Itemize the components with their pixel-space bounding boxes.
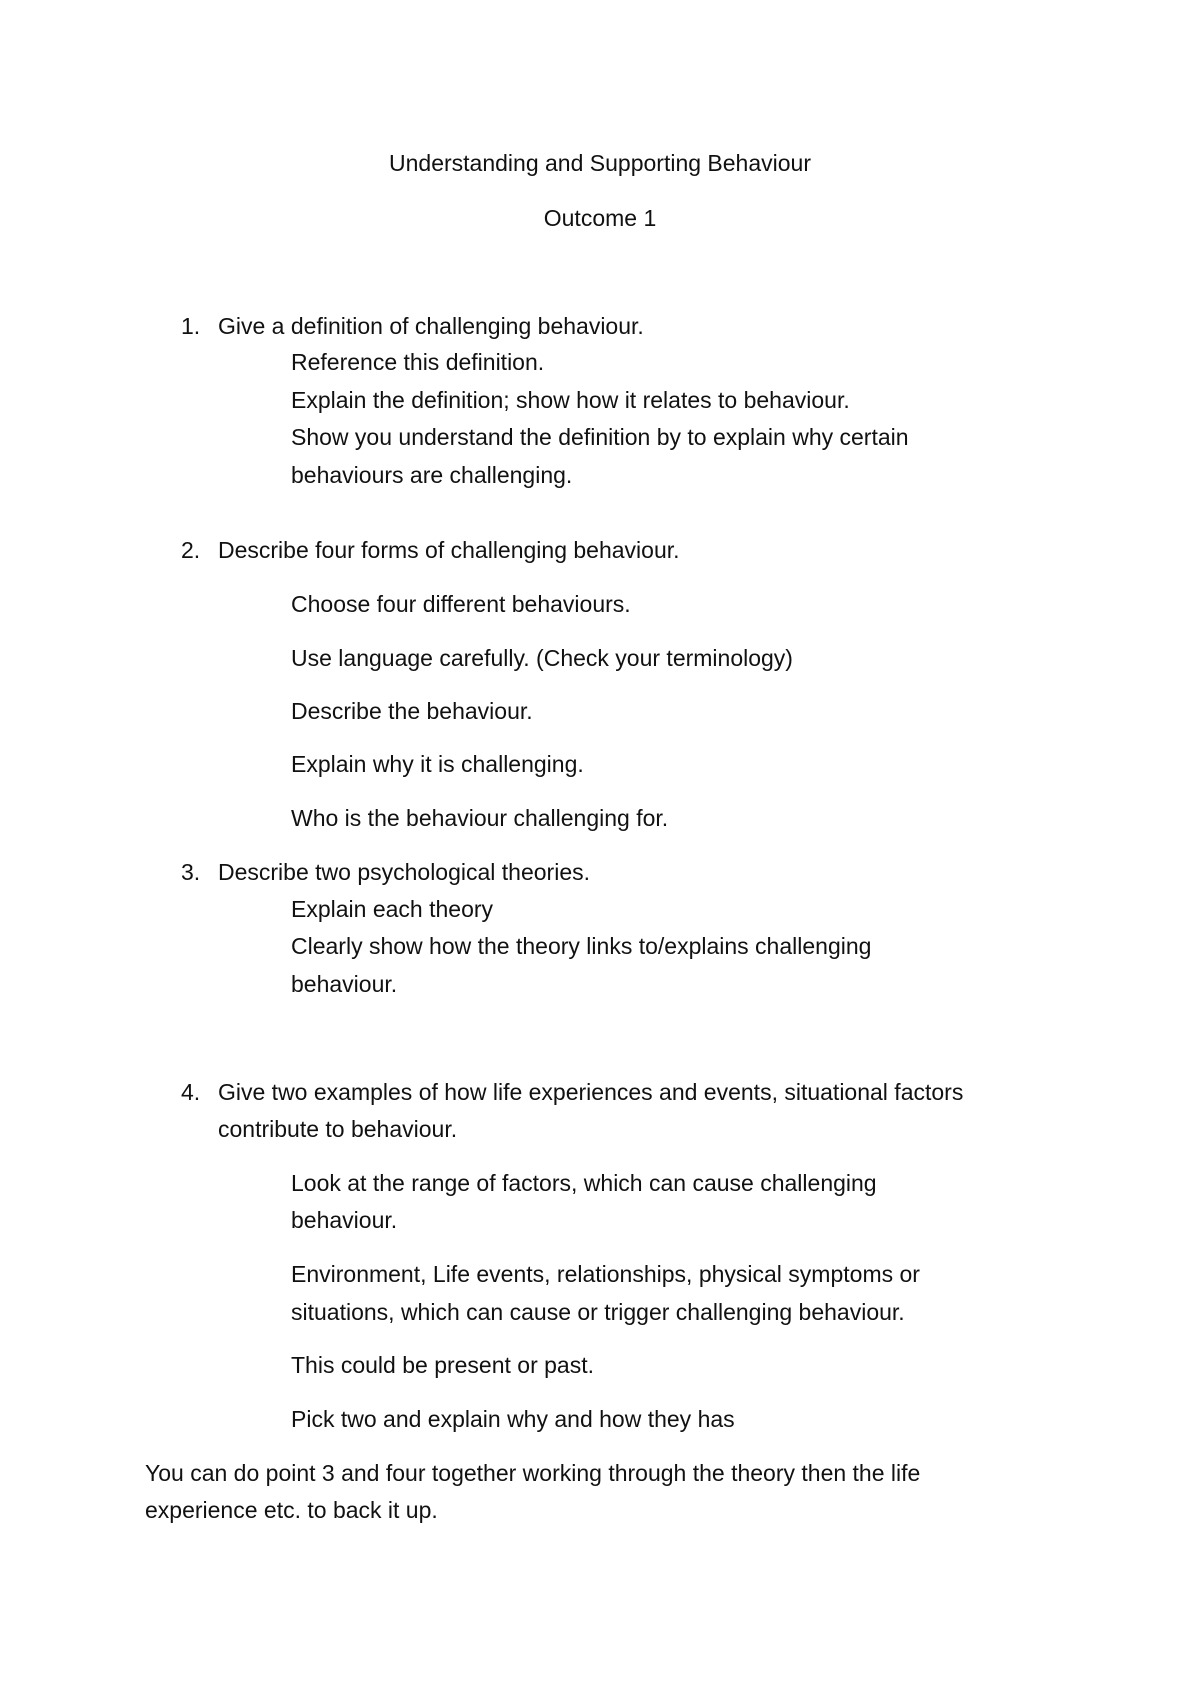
document-title: Understanding and Supporting Behaviour <box>389 150 811 176</box>
item-number: 4. <box>181 1079 201 1105</box>
item-point: Explain why it is challenging. <box>291 751 584 777</box>
item-point: Look at the range of factors, which can cause challenging <box>291 1170 877 1196</box>
item-point: Describe the behaviour. <box>291 698 533 724</box>
item-point: Choose four different behaviours. <box>291 591 631 617</box>
document-subtitle: Outcome 1 <box>543 205 657 231</box>
item-number: 1. <box>181 313 201 339</box>
item-question: Describe two psychological theories. <box>218 859 591 885</box>
item-point: behaviour. <box>291 1207 398 1233</box>
item-point: Show you understand the definition by to explain why certain <box>291 424 909 450</box>
item-point: behaviours are challenging. <box>291 462 573 488</box>
item-point: Environment, Life events, relationships, physical symptoms or <box>291 1261 920 1287</box>
item-point: behaviour. <box>291 971 398 997</box>
item-point: Explain the definition; show how it relates to behaviour. <box>291 387 850 413</box>
item-question: Describe four forms of challenging behaviour. <box>218 537 680 563</box>
item-number: 2. <box>181 537 201 563</box>
item-question-continued: contribute to behaviour. <box>218 1116 458 1142</box>
item-point: situations, which can cause or trigger challenging behaviour. <box>291 1299 905 1325</box>
item-point: Use language carefully. (Check your terminology) <box>291 645 793 671</box>
item-question: Give a definition of challenging behaviour. <box>218 313 644 339</box>
item-point: This could be present or past. <box>291 1352 594 1378</box>
item-point: Explain each theory <box>291 896 494 922</box>
closing-note-line: experience etc. to back it up. <box>145 1497 438 1523</box>
closing-note-line: You can do point 3 and four together working through the theory then the life <box>145 1460 921 1486</box>
item-point: Pick two and explain why and how they has <box>291 1406 735 1432</box>
item-point: Reference this definition. <box>291 349 545 375</box>
item-number: 3. <box>181 859 201 885</box>
item-point: Who is the behaviour challenging for. <box>291 805 669 831</box>
item-question: Give two examples of how life experiences and events, situational factors <box>218 1079 964 1105</box>
item-point: Clearly show how the theory links to/explains challenging <box>291 933 872 959</box>
